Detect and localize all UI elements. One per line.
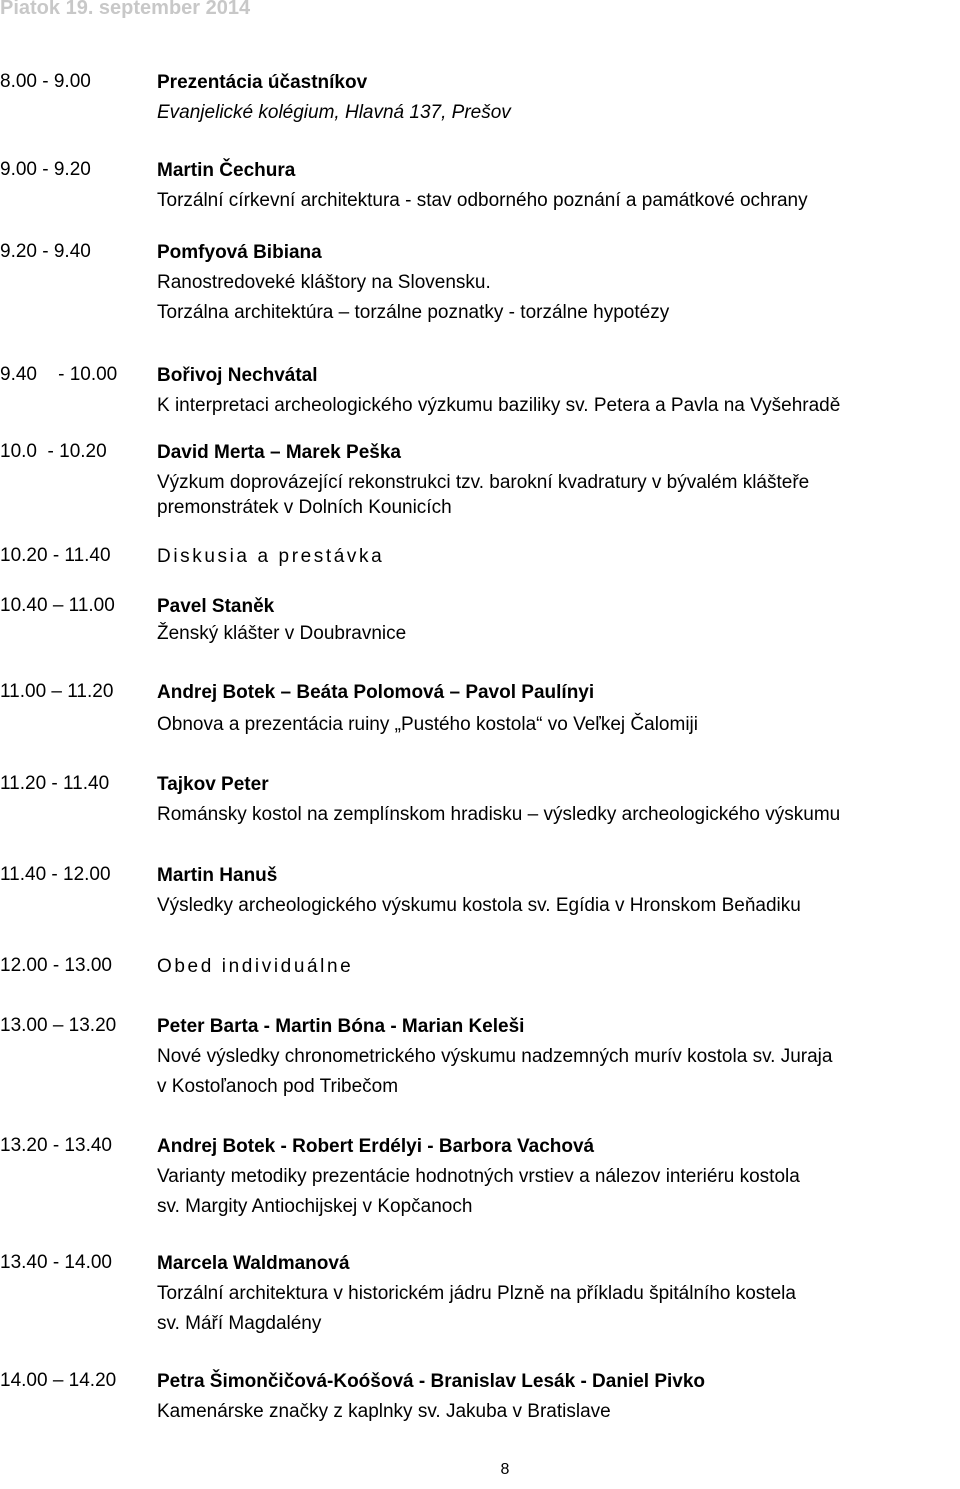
entry-detail: Torzální architektura v historickém jádru Plzně na příkladu špitálního kostela <box>157 1283 796 1304</box>
entry-heading: Petra Šimončičová-Koóšová - Branislav Lesák - Daniel Pivko <box>157 1371 706 1392</box>
entry-detail: Obnova a prezentácia ruiny „Pustého kostola“ vo Veľkej Čalomiji <box>157 714 698 735</box>
entry-heading: Martin Čechura <box>157 160 296 181</box>
page-number: 8 <box>500 1461 510 1478</box>
entry-detail: Kamenárske značky z kaplnky sv. Jakuba v Bratislave <box>157 1401 611 1422</box>
entry-detail: Ženský klášter v Doubravnice <box>157 623 407 644</box>
entry-time: 13.00 – 13.20 <box>0 1015 117 1036</box>
entry-heading: Peter Barta - Martin Bóna - Marian Keleši <box>157 1016 525 1037</box>
entry-heading: Andrej Botek – Beáta Polomová – Pavol Paulínyi <box>157 682 595 703</box>
entry-time: 9.20 - 9.40 <box>0 241 91 262</box>
entry-detail: Torzálna architektúra – torzálne poznatky - torzálne hypotézy <box>157 302 670 323</box>
entry-time: 10.20 - 11.40 <box>0 545 111 566</box>
entry-time: 9.40 - 10.00 <box>0 364 118 385</box>
entry-heading: Prezentácia účastníkov <box>157 72 368 93</box>
entry-detail: Románsky kostol na zemplínskom hradisku – výsledky archeologického výskumu <box>157 804 841 825</box>
entry-time: 14.00 – 14.20 <box>0 1370 117 1391</box>
entry-heading: Martin Hanuš <box>157 865 278 886</box>
entry-heading: Marcela Waldmanová <box>157 1253 350 1274</box>
entry-detail: Varianty metodiky prezentácie hodnotných vrstiev a nálezov interiéru kostola <box>157 1166 800 1187</box>
entry-time: 11.20 - 11.40 <box>0 773 110 794</box>
entry-time: 9.00 - 9.20 <box>0 159 91 180</box>
entry-time: 8.00 - 9.00 <box>0 71 91 92</box>
entry-detail: premonstrátek v Dolních Kounicích <box>157 497 452 518</box>
page-title: Piatok 19. september 2014 <box>0 0 251 19</box>
entry-heading: David Merta – Marek Peška <box>157 442 401 463</box>
entry-detail: sv. Máří Magdalény <box>157 1313 322 1334</box>
entry-detail: Ranostredoveké kláštory na Slovensku. <box>157 272 491 293</box>
entry-heading: Bořivoj Nechvátal <box>157 365 318 386</box>
entry-heading: Andrej Botek - Robert Erdélyi - Barbora Vachová <box>157 1136 595 1157</box>
entry-time: 10.40 – 11.00 <box>0 595 115 616</box>
entry-heading: Diskusia a prestávka <box>157 546 385 567</box>
entry-time: 12.00 - 13.00 <box>0 955 112 976</box>
entry-detail: sv. Margity Antiochijskej v Kopčanoch <box>157 1196 473 1217</box>
entry-time: 11.00 – 11.20 <box>0 681 114 702</box>
entry-heading: Tajkov Peter <box>157 774 269 795</box>
entry-detail: K interpretaci archeologického výzkumu baziliky sv. Petera a Pavla na Vyšehradě <box>157 395 841 416</box>
entry-detail: v Kostoľanoch pod Tribečom <box>157 1076 399 1097</box>
entry-heading: Pomfyová Bibiana <box>157 242 322 263</box>
entry-detail: Výzkum doprovázející rekonstrukci tzv. barokní kvadratury v bývalém klášteře <box>157 472 810 493</box>
entry-detail: Evanjelické kolégium, Hlavná 137, Prešov <box>157 102 511 123</box>
entry-heading: Pavel Staněk <box>157 596 275 617</box>
entry-detail: Nové výsledky chronometrického výskumu nadzemných murív kostola sv. Juraja <box>157 1046 833 1067</box>
entry-time: 13.40 - 14.00 <box>0 1252 112 1273</box>
entry-detail: Výsledky archeologického výskumu kostola sv. Egídia v Hronskom Beňadiku <box>157 895 801 916</box>
entry-detail: Torzální církevní architektura - stav odborného poznání a památkové ochrany <box>157 190 808 211</box>
entry-time: 10.0 - 10.20 <box>0 441 107 462</box>
entry-heading: Obed individuálne <box>157 956 354 977</box>
entry-time: 11.40 - 12.00 <box>0 864 111 885</box>
entry-time: 13.20 - 13.40 <box>0 1135 112 1156</box>
